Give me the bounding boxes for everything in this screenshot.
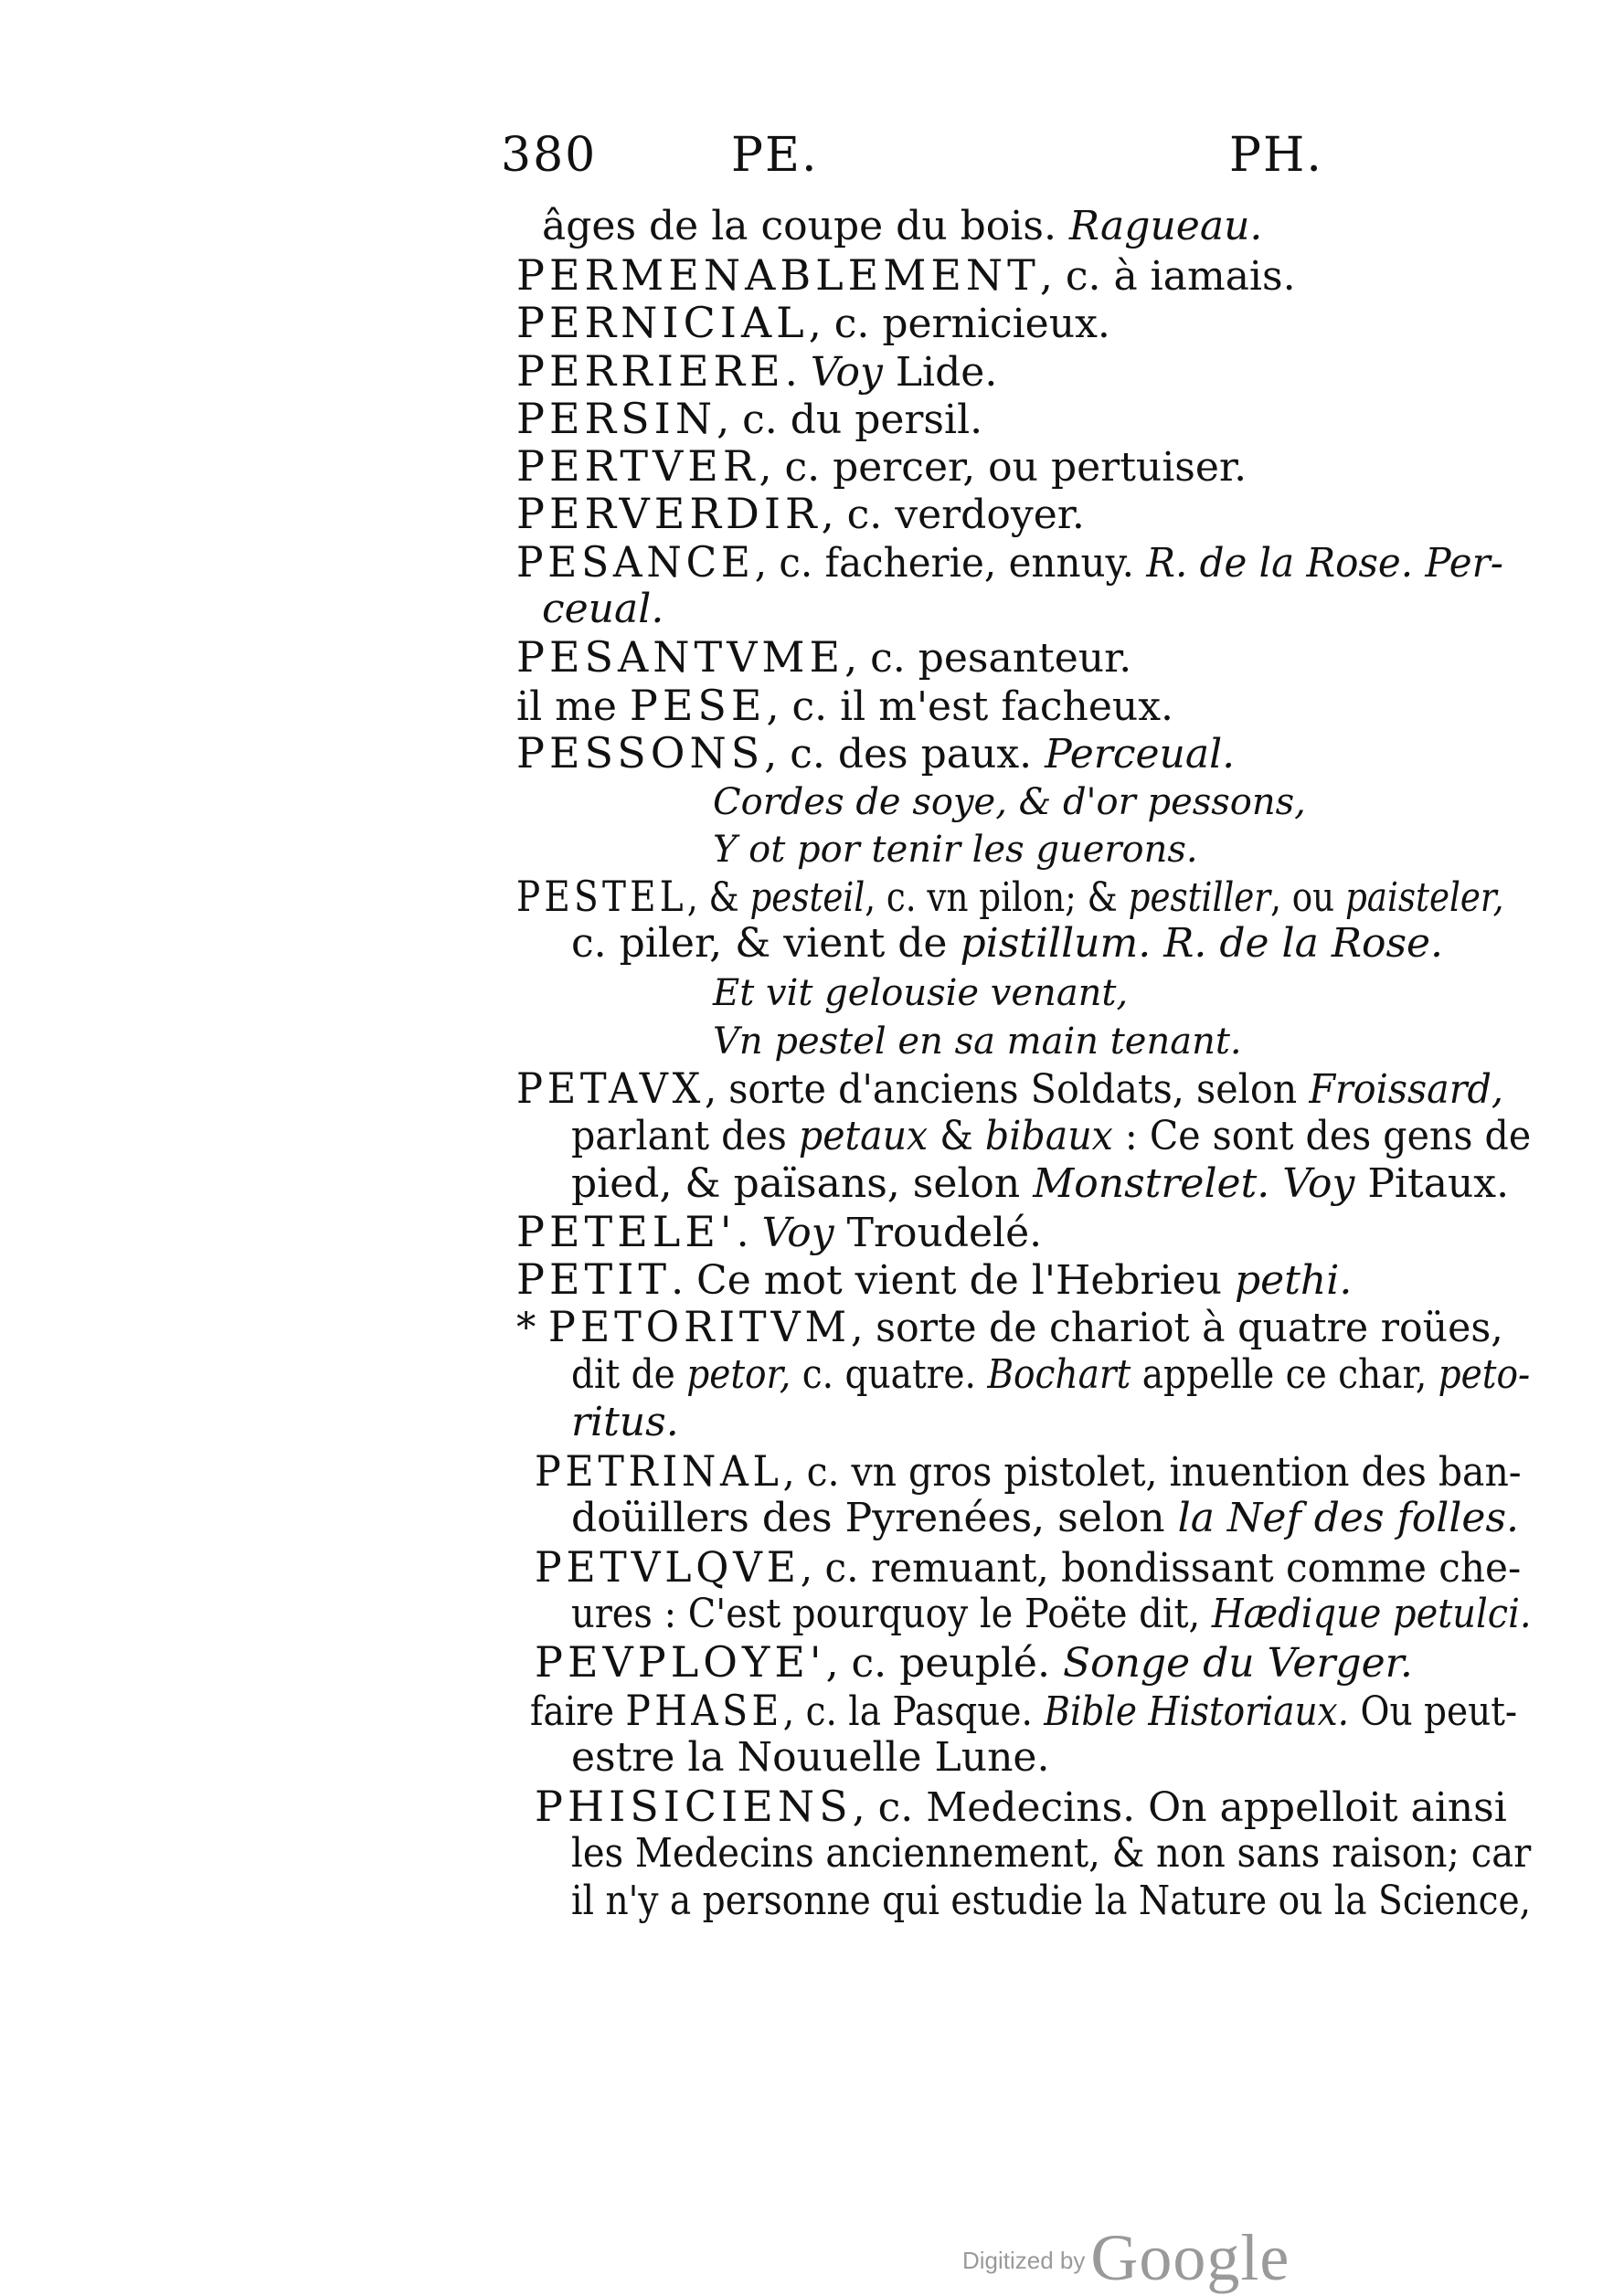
- entry-line: [542, 203, 1262, 250]
- text-run: , c. du persil.: [717, 397, 983, 443]
- italic-text: Hædique petulci.: [1211, 1591, 1532, 1637]
- italic-text: la Nef des folles.: [1177, 1495, 1520, 1541]
- text-run: , c. il m'est facheux.: [766, 683, 1174, 730]
- text-run: , c. verdoyer.: [821, 492, 1085, 538]
- google-logo: Google: [1090, 2221, 1290, 2294]
- text-run: c. piler, & vient de: [571, 920, 961, 967]
- text-run: *: [516, 1305, 548, 1351]
- text-run: , sorte d'anciens Soldats, selon: [704, 1066, 1310, 1113]
- text-run: pied, & païsans, selon: [571, 1160, 1034, 1207]
- watermark-prefix: Digitized by: [962, 2247, 1086, 2274]
- entry-line: [516, 729, 1235, 778]
- headword: PESANTVME: [516, 632, 845, 682]
- text-run: : Ce sont des gens de: [1112, 1113, 1532, 1159]
- italic-text: Cordes de soye, & d'or pessons,: [713, 781, 1306, 823]
- text-run: doüillers des Pyrenées, selon: [571, 1495, 1178, 1541]
- text-run: , c. des paux.: [764, 731, 1046, 778]
- text-run: , &: [686, 874, 750, 921]
- italic-text: R. de la Rose.: [1163, 920, 1444, 967]
- entry-line: [516, 395, 982, 444]
- headword: PERVERDIR: [516, 489, 822, 538]
- text-run: ures : C'est pourquoy le Poëte dit,: [571, 1591, 1212, 1637]
- entry-line: [713, 968, 1128, 1017]
- text-run: les Medecins anciennement, & non sans raison; car: [571, 1830, 1532, 1877]
- entry-line: [516, 682, 1173, 731]
- entry-line: [571, 1160, 1509, 1208]
- italic-text: bibaux: [984, 1113, 1113, 1159]
- italic-text: Et vit gelousie venant,: [713, 972, 1129, 1014]
- italic-text: Bochart: [987, 1351, 1131, 1398]
- headword: PETORITVM: [547, 1302, 852, 1351]
- text-run: il n'y a personne qui estudie la Nature ou la Science,: [571, 1878, 1532, 1924]
- text-run: Pitaux.: [1354, 1160, 1510, 1207]
- headword: PERTVER: [516, 441, 759, 491]
- headword: PERNICIAL: [516, 298, 809, 347]
- headword: PETVLQVE: [535, 1542, 801, 1592]
- page-number: 380: [501, 128, 598, 183]
- text-run: , c. percer, ou pertuiser.: [759, 444, 1247, 491]
- headword: PERRIERE: [516, 346, 785, 396]
- entry-line: [542, 586, 663, 633]
- headword: PETELE': [516, 1207, 737, 1256]
- italic-text: pistillum.: [960, 920, 1152, 967]
- italic-text: Perceual.: [1045, 731, 1236, 778]
- italic-text: ritus.: [571, 1399, 679, 1445]
- entry-line: [516, 347, 997, 397]
- entry-line: [530, 1687, 1517, 1736]
- headword: PETIT: [516, 1254, 672, 1304]
- entry-line: [516, 299, 1110, 348]
- entry-line: [713, 1017, 1242, 1065]
- running-head-right: PH.: [1229, 128, 1323, 183]
- italic-text: Voy: [761, 1210, 834, 1256]
- text-run: &: [928, 1113, 985, 1159]
- text-run: , c. remuant, bondissant comme che-: [800, 1545, 1522, 1592]
- text-run: Ou peut-: [1349, 1688, 1518, 1735]
- italic-text: Songe du Verger.: [1062, 1640, 1413, 1687]
- headword: PHASE: [625, 1686, 783, 1735]
- text-run: appelle ce char,: [1131, 1351, 1438, 1398]
- entry-line: [571, 1351, 1530, 1399]
- entry-line: [535, 1638, 1413, 1688]
- text-run: il me: [516, 683, 630, 730]
- italic-text: pestiller: [1128, 874, 1271, 921]
- entry-line: [516, 1303, 1503, 1352]
- entry-line: [571, 1830, 1531, 1878]
- entry-line: [516, 251, 1296, 301]
- text-run: parlant des: [571, 1113, 799, 1159]
- entry-line: [571, 1878, 1531, 1925]
- running-head-left: PE.: [731, 128, 819, 183]
- italic-text: paisteler,: [1344, 874, 1504, 921]
- italic-text: Monstrelet.: [1033, 1160, 1270, 1207]
- entry-line: [516, 1064, 1503, 1114]
- entry-line: [535, 1783, 1507, 1832]
- text-run: [1151, 920, 1163, 967]
- headword: PESTEL: [516, 872, 687, 921]
- italic-text: Voy: [1282, 1160, 1355, 1207]
- text-run: faire: [530, 1688, 626, 1735]
- text-run: estre la Nouuelle Lune.: [571, 1734, 1050, 1781]
- entry-line: [571, 1399, 679, 1446]
- entry-line: [535, 1447, 1522, 1497]
- entry-line: [571, 1734, 1049, 1782]
- text-run: , c. peuplé.: [825, 1640, 1063, 1687]
- entry-line: [516, 633, 1131, 682]
- digitized-by-google-watermark: [962, 2220, 1290, 2296]
- entry-line: [713, 825, 1198, 873]
- entry-line: [713, 778, 1306, 826]
- text-run: âges de la coupe du bois.: [542, 203, 1069, 249]
- headword: PESANCE: [516, 537, 755, 587]
- text-run: dit de: [571, 1351, 687, 1398]
- text-run: , c. à iamais.: [1039, 253, 1296, 300]
- italic-text: R. de la Rose. Per-: [1146, 540, 1503, 587]
- headword: PERMENABLEMENT: [516, 250, 1040, 300]
- text-run: , c. vn gros pistolet, inuention des ban-: [782, 1449, 1522, 1496]
- headword: PEVPLOYE': [535, 1637, 826, 1687]
- text-run: , c. pernicieux.: [808, 301, 1110, 347]
- entry-line: [516, 538, 1503, 587]
- text-run: Lide.: [882, 349, 998, 396]
- headword: PESSONS: [516, 728, 765, 778]
- italic-text: Voy: [810, 349, 883, 396]
- italic-text: Bible Historiaux.: [1044, 1688, 1350, 1735]
- italic-text: petor,: [686, 1351, 791, 1398]
- text-run: , c. pesanteur.: [844, 635, 1132, 682]
- italic-text: Ragueau.: [1068, 203, 1263, 249]
- entry-line: [535, 1543, 1521, 1592]
- text-run: . Ce mot vient de l'Hebrieu: [671, 1257, 1236, 1304]
- text-run: .: [736, 1210, 762, 1256]
- text-run: .: [784, 349, 811, 396]
- text-run: , ou: [1270, 874, 1345, 921]
- italic-text: peto-: [1438, 1351, 1531, 1398]
- italic-text: petaux: [798, 1113, 929, 1159]
- text-run: Troudelé.: [833, 1210, 1043, 1256]
- entry-line: [516, 1208, 1042, 1257]
- entry-line: [516, 1255, 1352, 1305]
- text-run: , c. Medecins. On appelloit ainsi: [852, 1784, 1507, 1831]
- headword: PETRINAL: [535, 1446, 783, 1496]
- text-run: , c. facherie, ennuy.: [754, 540, 1147, 587]
- italic-text: Y ot por tenir les guerons.: [713, 829, 1198, 871]
- italic-text: Froissard,: [1309, 1066, 1504, 1113]
- text-run: , sorte de chariot à quatre roües,: [851, 1305, 1503, 1351]
- text-run: [1269, 1160, 1282, 1207]
- text-run: , c. la Pasque.: [782, 1688, 1045, 1735]
- entry-line: [516, 873, 1503, 922]
- text-run: c. quatre.: [791, 1351, 988, 1398]
- italic-text: pesteil: [749, 874, 865, 921]
- italic-text: pethi.: [1235, 1257, 1353, 1304]
- entry-line: [571, 1591, 1532, 1638]
- entry-line: [516, 442, 1247, 492]
- italic-text: Vn pestel en sa main tenant.: [713, 1021, 1242, 1063]
- entry-line: [571, 1113, 1531, 1160]
- italic-text: ceual.: [542, 586, 664, 632]
- entry-line: [516, 490, 1085, 539]
- entry-line: [571, 920, 1443, 968]
- headword: PHISICIENS: [535, 1782, 853, 1831]
- headword: PESE: [629, 681, 767, 730]
- headword: PERSIN: [516, 394, 717, 443]
- headword: PETAVX: [516, 1063, 705, 1113]
- entry-line: [571, 1495, 1519, 1542]
- text-run: , c. vn pilon; &: [865, 874, 1129, 921]
